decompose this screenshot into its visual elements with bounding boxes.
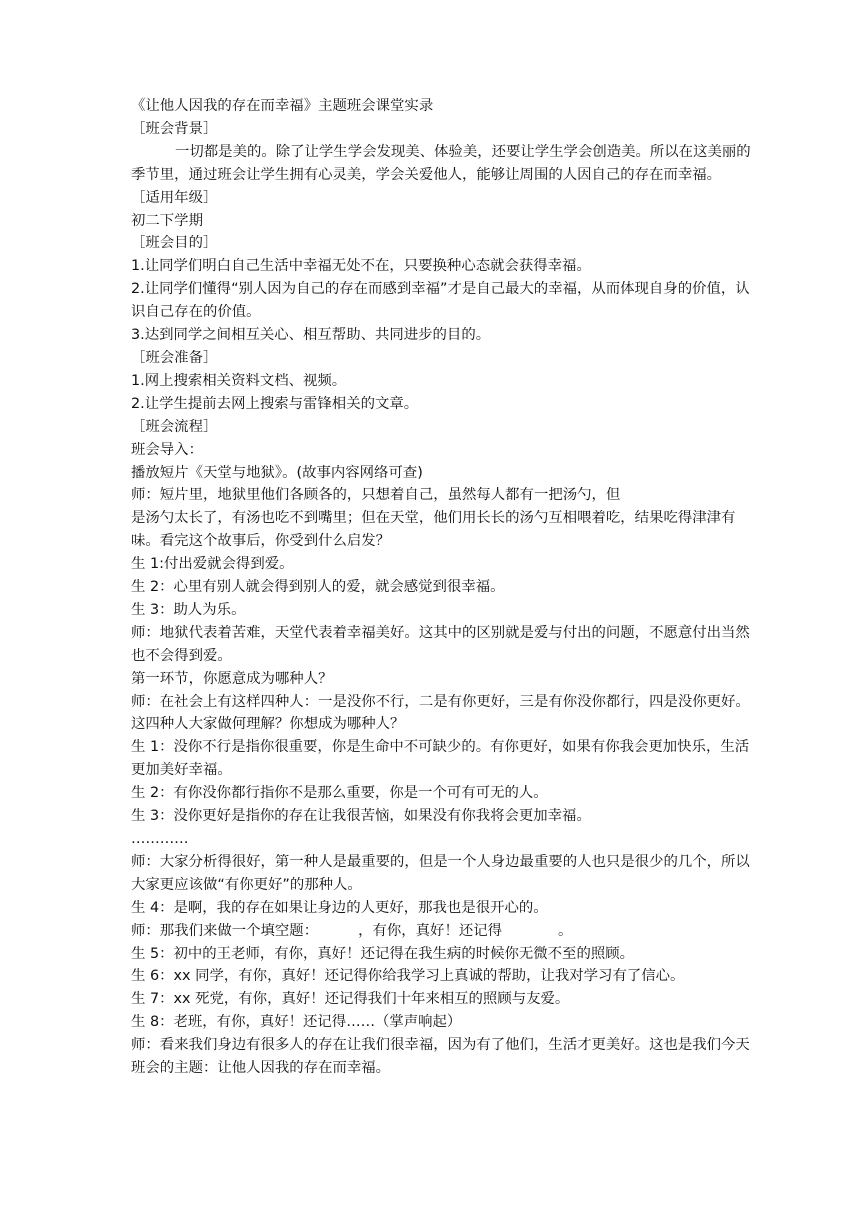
teacher-line-2: 师：地狱代表着苦难，天堂代表着幸福美好。这其中的区别就是爱与付出的问题，不愿意付出当然也不会得到爱。 [131, 624, 750, 664]
teacher-line-3: 师：在社会上有这样四种人：一是没你不行，二是有你更好，三是有你没你都行，四是没你更好。这四种人大家做何理解？你想成为哪种人？ [131, 693, 750, 733]
background-text: 一切都是美的。除了让学生学会发现美、体验美，还要让学生学会创造美。所以在这美丽的季节里，通过班会让学生拥有心灵美，学会关爱他人，能够让周围的人因自己的存在而幸福。 [131, 143, 751, 183]
teacher-line-1b: 是汤勺太长了，有汤也吃不到嘴里；但在天堂，他们用长长的汤勺互相喂着吃，结果吃得津津有味。看完这个故事后，你受到什么启发？ [131, 510, 736, 550]
goal-item-2: 2.让同学们懂得“别人因为自己的存在而感到幸福”才是自己最大的幸福，从而体现自身的价值，认识自己存在的价值。 [131, 281, 750, 321]
play-video-line: 播放短片《天堂与地狱》。(故事内容网络可查) [131, 464, 423, 481]
document-title: 《让他人因我的存在而幸福》主题班会课堂实录 [131, 98, 434, 114]
teacher-line-5: 师：看来我们身边有很多人的存在让我们很幸福，因为有了他们，生活才更美好。这也是我们今天班会的主题：让他人因我的存在而幸福。 [131, 1037, 750, 1077]
process-heading: ［班会流程］ [131, 418, 218, 435]
student-line-6: 生 3：没你更好是指你的存在让我很苦恼，如果没有你我将会更加幸福。 [131, 808, 591, 825]
ellipsis-line: ………… [131, 831, 189, 847]
teacher-line-1a: 师：短片里，地狱里他们各顾各的，只想着自己，虽然每人都有一把汤勺，但 [131, 487, 621, 504]
goal-item-1: 1.让同学们明白自己生活中幸福无处不在，只要换种心态就会获得幸福。 [131, 258, 591, 275]
student-line-9: 生 6：xx 同学，有你，真好！还记得你给我学习上真诚的帮助，让我对学习有了信心。 [131, 968, 685, 985]
fill-in-blank-line [131, 920, 754, 943]
grade-text: 初二下学期 [131, 212, 203, 229]
prep-heading: ［班会准备］ [131, 349, 218, 366]
goals-heading: ［班会目的］ [131, 235, 218, 252]
prep-item-1: 1.网上搜索相关资料文档、视频。 [131, 372, 347, 389]
student-line-7: 生 4：是啊，我的存在如果让身边的人更好，那我也是很开心的。 [131, 899, 548, 916]
fill-text-a: 师：那我们来做一个填空题： [131, 922, 319, 939]
background-heading: ［班会背景］ [131, 120, 218, 137]
grade-heading: ［适用年级］ [131, 189, 218, 206]
goal-item-3: 3.达到同学之间相互关心、相互帮助、共同进步的目的。 [131, 327, 491, 344]
intro-label: 班会导入： [131, 441, 203, 458]
fill-text-b: ，有你，真好！还记得 [358, 922, 503, 939]
teacher-line-4: 师：大家分析得很好，第一种人是最重要的，但是一个人身边最重要的人也只是很少的几个，所以大家更应该做“有你更好”的那种人。 [131, 853, 750, 893]
student-line-11: 生 8：老班，有你，真好！还记得……（掌声响起） [131, 1014, 462, 1031]
student-line-10: 生 7：xx 死党，有你，真好！还记得我们十年来相互的照顾与友爱。 [131, 991, 570, 1008]
student-line-2: 生 2：心里有别人就会得到别人的爱，就会感觉到很幸福。 [131, 579, 505, 596]
student-line-8: 生 5：初中的王老师，有你，真好！还记得在我生病的时候你无微不至的照顾。 [131, 945, 635, 962]
student-line-1: 生 1:付出爱就会得到爱。 [131, 556, 294, 573]
student-line-3: 生 3：助人为乐。 [131, 601, 246, 618]
prep-item-2: 2.让学生提前去网上搜索与雷锋相关的文章。 [131, 395, 419, 412]
student-line-5: 生 2：有你没你都行指你不是那么重要，你是一个可有可无的人。 [131, 785, 548, 802]
section-one-title: 第一环节，你愿意成为哪种人？ [131, 670, 333, 687]
fill-text-c: 。 [558, 922, 573, 939]
student-line-4: 生 1：没你不行是指你很重要，你是生命中不可缺少的。有你更好，如果有你我会更加快乐，生活更加美好幸福。 [131, 739, 750, 779]
